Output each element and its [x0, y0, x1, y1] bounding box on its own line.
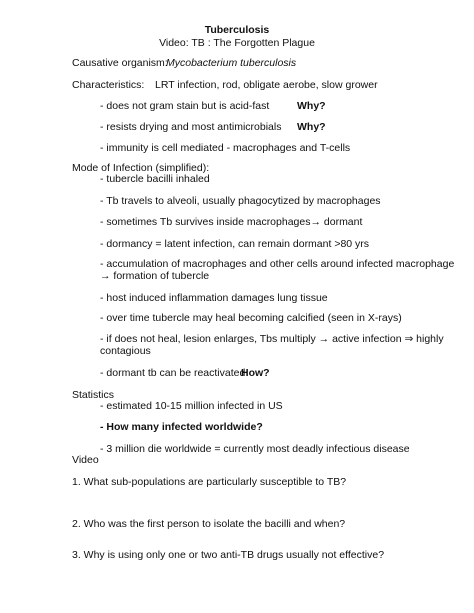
statistic-worldwide-question: - How many infected worldwide? — [100, 421, 263, 433]
statistic-deaths: - 3 million die worldwide = currently most deadly infectious disease — [100, 443, 410, 455]
document-subtitle: Video: TB : The Forgotten Plague — [159, 37, 315, 49]
characteristic-item-immunity: - immunity is cell mediated - macrophages and T-cells — [100, 142, 351, 154]
video-question-3: 3. Why is using only one or two anti-TB drugs usually not effective? — [72, 549, 385, 561]
characteristic-item-acid-fast: - does not gram stain but is acid-fast — [100, 100, 270, 112]
characteristics-summary: LRT infection, rod, obligate aerobe, slow grower — [155, 79, 378, 91]
infection-step-accumulation: - accumulation of macrophages and other cells around infected macrophage — [100, 258, 455, 270]
characteristic-item-resists-drying: - resists drying and most antimicrobials — [100, 121, 282, 133]
why-question-resists-drying: Why? — [297, 121, 326, 133]
document-title: Tuberculosis — [204, 24, 270, 36]
infection-step-dormancy: - dormancy = latent infection, can remain dormant >80 yrs — [100, 238, 370, 250]
infection-step-reactivated: - dormant tb can be reactivated — [100, 367, 246, 379]
video-question-2: 2. Who was the first person to isolate the bacilli and when? — [72, 518, 346, 530]
video-question-1: 1. What sub-populations are particularly susceptible to TB? — [72, 476, 347, 488]
causative-organism: Mycobacterium tuberculosis — [166, 57, 297, 69]
video-heading: Video — [72, 454, 99, 466]
infection-step-contagious: contagious — [100, 345, 151, 357]
infection-step-inflammation: - host induced inflammation damages lung tissue — [100, 292, 328, 304]
how-question-reactivated: How? — [241, 367, 270, 379]
causative-label: Causative organism: — [72, 57, 168, 69]
why-question-acid-fast: Why? — [297, 100, 326, 112]
infection-step-inhaled: - tubercle bacilli inhaled — [100, 173, 210, 185]
characteristics-label: Characteristics: — [72, 79, 145, 91]
mode-of-infection-heading: Mode of Infection (simplified): — [72, 162, 210, 174]
infection-step-alveoli: - Tb travels to alveoli, usually phagocytized by macrophages — [100, 195, 381, 207]
statistic-us-estimate: - estimated 10-15 million infected in US — [100, 400, 283, 412]
infection-step-survives: - sometimes Tb survives inside macrophages→ dormant — [100, 216, 363, 228]
infection-step-calcified: - over time tubercle may heal becoming calcified (seen in X-rays) — [100, 312, 402, 324]
statistics-heading: Statistics — [72, 389, 115, 401]
infection-step-tubercle: → formation of tubercle — [100, 270, 210, 282]
infection-step-active: - if does not heal, lesion enlarges, Tbs multiply → active infection ⇒ highly — [100, 333, 444, 345]
